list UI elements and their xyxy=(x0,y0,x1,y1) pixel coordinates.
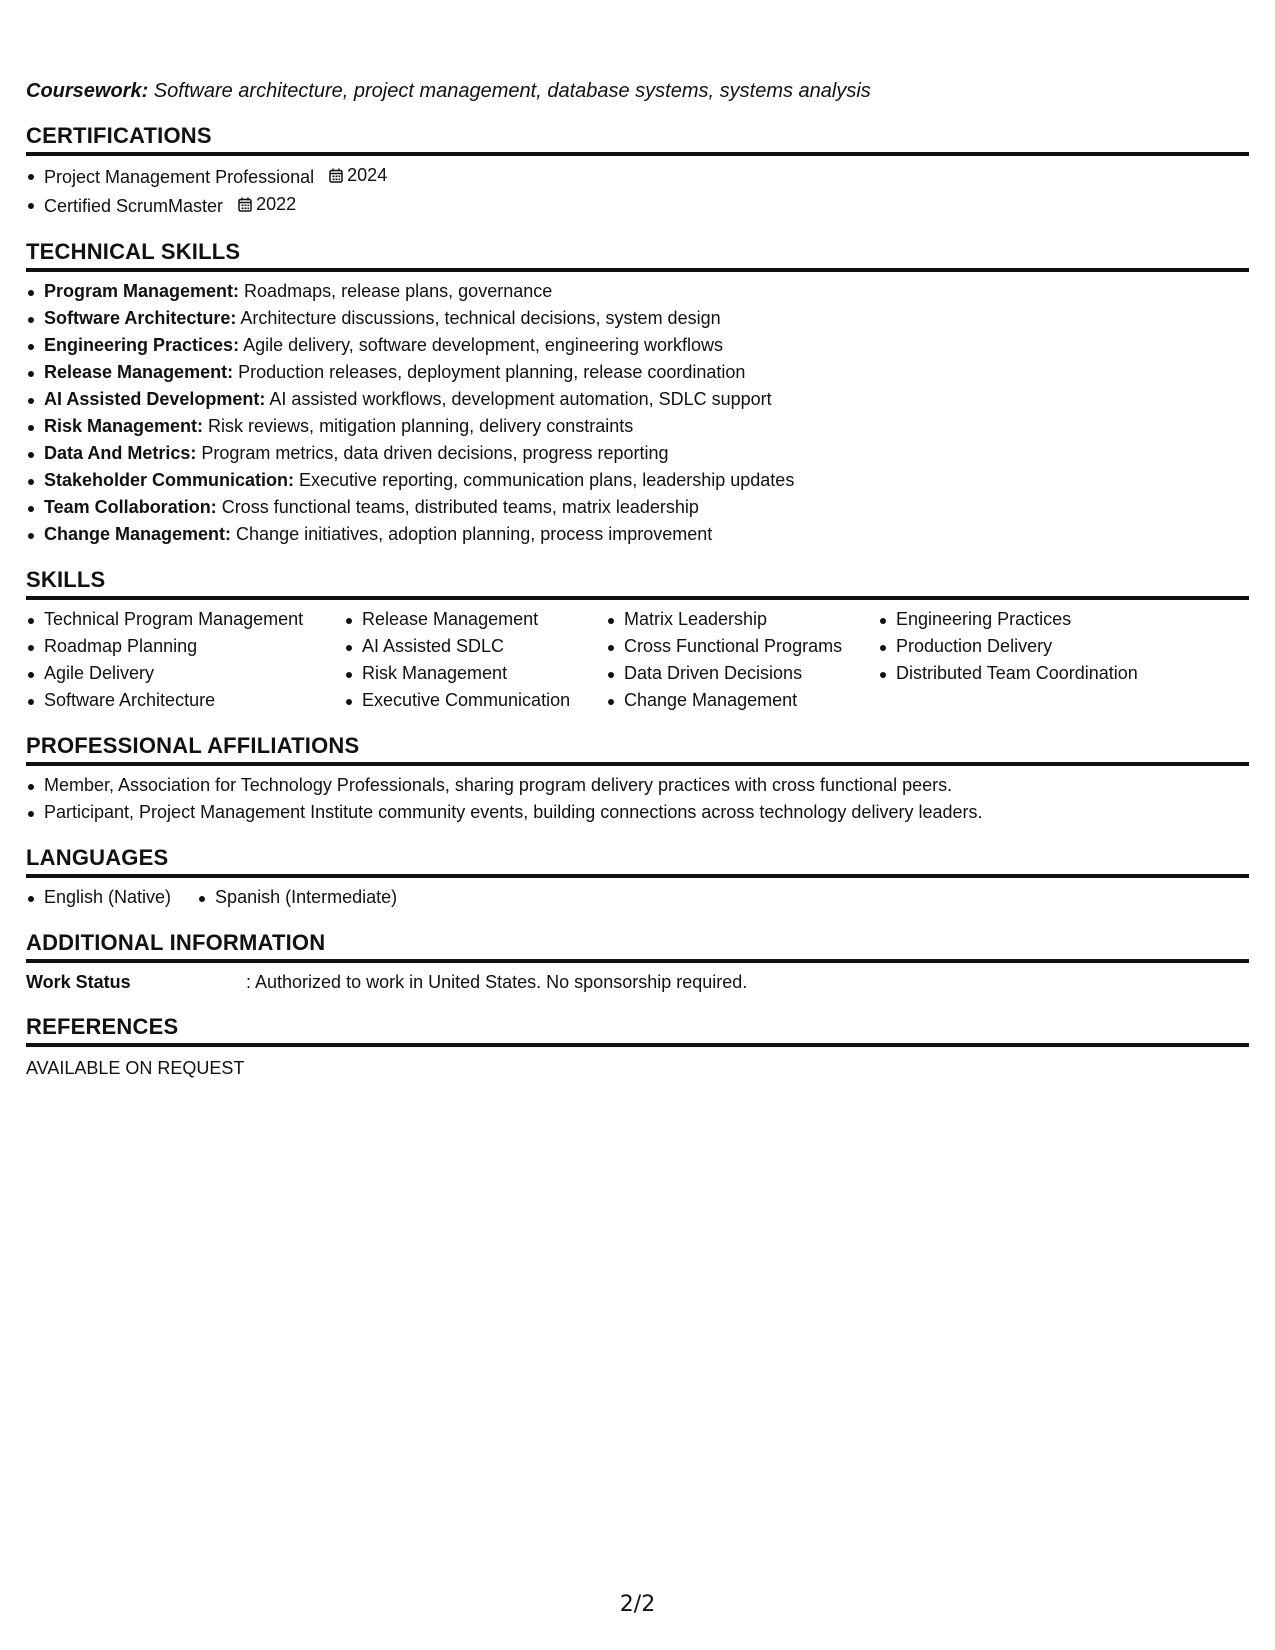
additional-info-heading: ADDITIONAL INFORMATION xyxy=(26,929,1249,963)
skills-column xyxy=(606,606,878,714)
technical-skills-list xyxy=(26,278,1249,548)
technical-skill-key: Change Management: xyxy=(44,524,232,544)
certification-year: 2022 xyxy=(256,194,297,214)
language-item: Spanish (Intermediate) xyxy=(197,884,397,911)
technical-skill-key: Risk Management: xyxy=(44,416,204,436)
certifications-list xyxy=(26,162,1249,220)
affiliations-heading: PROFESSIONAL AFFILIATIONS xyxy=(26,732,1249,766)
certification-name: Project Management Professional xyxy=(44,167,315,187)
affiliations-list xyxy=(26,772,1249,826)
affiliations-section xyxy=(26,732,1249,826)
coursework-label: Coursework: xyxy=(26,80,149,102)
skill-item: Software Architecture xyxy=(26,687,344,714)
technical-skill-value: Architecture discussions, technical decisions, system design xyxy=(236,308,721,328)
technical-skill-value: Roadmaps, release plans, governance xyxy=(239,281,553,301)
technical-skill-value: AI assisted workflows, development automation, SDLC support xyxy=(265,389,772,409)
technical-skill-item xyxy=(26,467,1249,494)
references-text: AVAILABLE ON REQUEST xyxy=(26,1058,245,1078)
resume-page xyxy=(26,78,1249,1099)
references-heading: REFERENCES xyxy=(26,1013,1249,1047)
technical-skill-item xyxy=(26,494,1249,521)
coursework-line xyxy=(26,78,1249,104)
technical-skill-key: AI Assisted Development: xyxy=(44,389,266,409)
technical-skill-key: Data And Metrics: xyxy=(44,443,197,463)
skill-item: Roadmap Planning xyxy=(26,633,344,660)
certifications-section xyxy=(26,122,1249,220)
certification-item xyxy=(26,162,1249,191)
language-item: English (Native) xyxy=(26,884,171,911)
skill-item: AI Assisted SDLC xyxy=(344,633,606,660)
languages-section xyxy=(26,844,1249,911)
skills-column xyxy=(344,606,606,714)
technical-skill-item xyxy=(26,305,1249,332)
technical-skill-key: Program Management: xyxy=(44,281,240,301)
work-status-value: : Authorized to work in United States. No sponsorship required. xyxy=(246,972,748,992)
affiliation-item: Participant, Project Management Institute community events, building connections across technology delivery leaders. xyxy=(26,799,1249,826)
languages-heading: LANGUAGES xyxy=(26,844,1249,878)
technical-skill-value: Cross functional teams, distributed teams, matrix leadership xyxy=(216,497,699,517)
technical-skill-value: Agile delivery, software development, engineering workflows xyxy=(239,335,723,355)
skill-item: Distributed Team Coordination xyxy=(878,660,1249,687)
certification-date xyxy=(329,162,387,189)
skill-item: Cross Functional Programs xyxy=(606,633,878,660)
technical-skills-heading: TECHNICAL SKILLS xyxy=(26,238,1249,272)
certification-year: 2024 xyxy=(347,165,388,185)
skill-item: Change Management xyxy=(606,687,878,714)
skills-section xyxy=(26,566,1249,714)
technical-skill-item xyxy=(26,521,1249,548)
skill-item: Executive Communication xyxy=(344,687,606,714)
references-section xyxy=(26,1013,1249,1081)
skills-column xyxy=(26,606,344,714)
skills-heading: SKILLS xyxy=(26,566,1249,600)
coursework-text: Software architecture, project management, database systems, systems analysis xyxy=(148,80,871,102)
affiliation-item: Member, Association for Technology Professionals, sharing program delivery practices with cross functional peers. xyxy=(26,772,1249,799)
calendar-icon xyxy=(329,168,343,183)
languages-list xyxy=(26,884,1249,911)
skill-item: Engineering Practices xyxy=(878,606,1249,633)
additional-info-row xyxy=(26,969,1249,995)
technical-skill-value: Risk reviews, mitigation planning, delivery constraints xyxy=(203,416,634,436)
calendar-icon xyxy=(238,197,252,212)
additional-info-section xyxy=(26,929,1249,995)
technical-skill-key: Team Collaboration: xyxy=(44,497,217,517)
technical-skill-key: Engineering Practices: xyxy=(44,335,240,355)
skills-column xyxy=(878,606,1249,714)
skill-item: Data Driven Decisions xyxy=(606,660,878,687)
technical-skill-value: Executive reporting, communication plans, leadership updates xyxy=(294,470,795,490)
technical-skill-value: Program metrics, data driven decisions, progress reporting xyxy=(196,443,669,463)
technical-skill-key: Software Architecture: xyxy=(44,308,237,328)
work-status-label: Work Status xyxy=(26,972,131,992)
technical-skill-value: Change initiatives, adoption planning, process improvement xyxy=(231,524,713,544)
skill-item: Risk Management xyxy=(344,660,606,687)
technical-skills-section xyxy=(26,238,1249,548)
certification-name: Certified ScrumMaster xyxy=(44,196,224,216)
technical-skill-item xyxy=(26,278,1249,305)
technical-skill-item xyxy=(26,386,1249,413)
skill-item: Matrix Leadership xyxy=(606,606,878,633)
technical-skill-item xyxy=(26,413,1249,440)
technical-skill-item xyxy=(26,359,1249,386)
page-number: 2/2 xyxy=(619,1592,656,1617)
technical-skill-item xyxy=(26,440,1249,467)
skill-item: Release Management xyxy=(344,606,606,633)
skill-item: Production Delivery xyxy=(878,633,1249,660)
technical-skill-key: Release Management: xyxy=(44,362,234,382)
certification-item xyxy=(26,191,1249,220)
certifications-heading: CERTIFICATIONS xyxy=(26,122,1249,156)
skill-item: Agile Delivery xyxy=(26,660,344,687)
skill-item: Technical Program Management xyxy=(26,606,344,633)
technical-skill-item xyxy=(26,332,1249,359)
certification-date xyxy=(238,191,296,218)
skills-grid xyxy=(26,606,1249,714)
technical-skill-value: Production releases, deployment planning, release coordination xyxy=(233,362,746,382)
technical-skill-key: Stakeholder Communication: xyxy=(44,470,295,490)
